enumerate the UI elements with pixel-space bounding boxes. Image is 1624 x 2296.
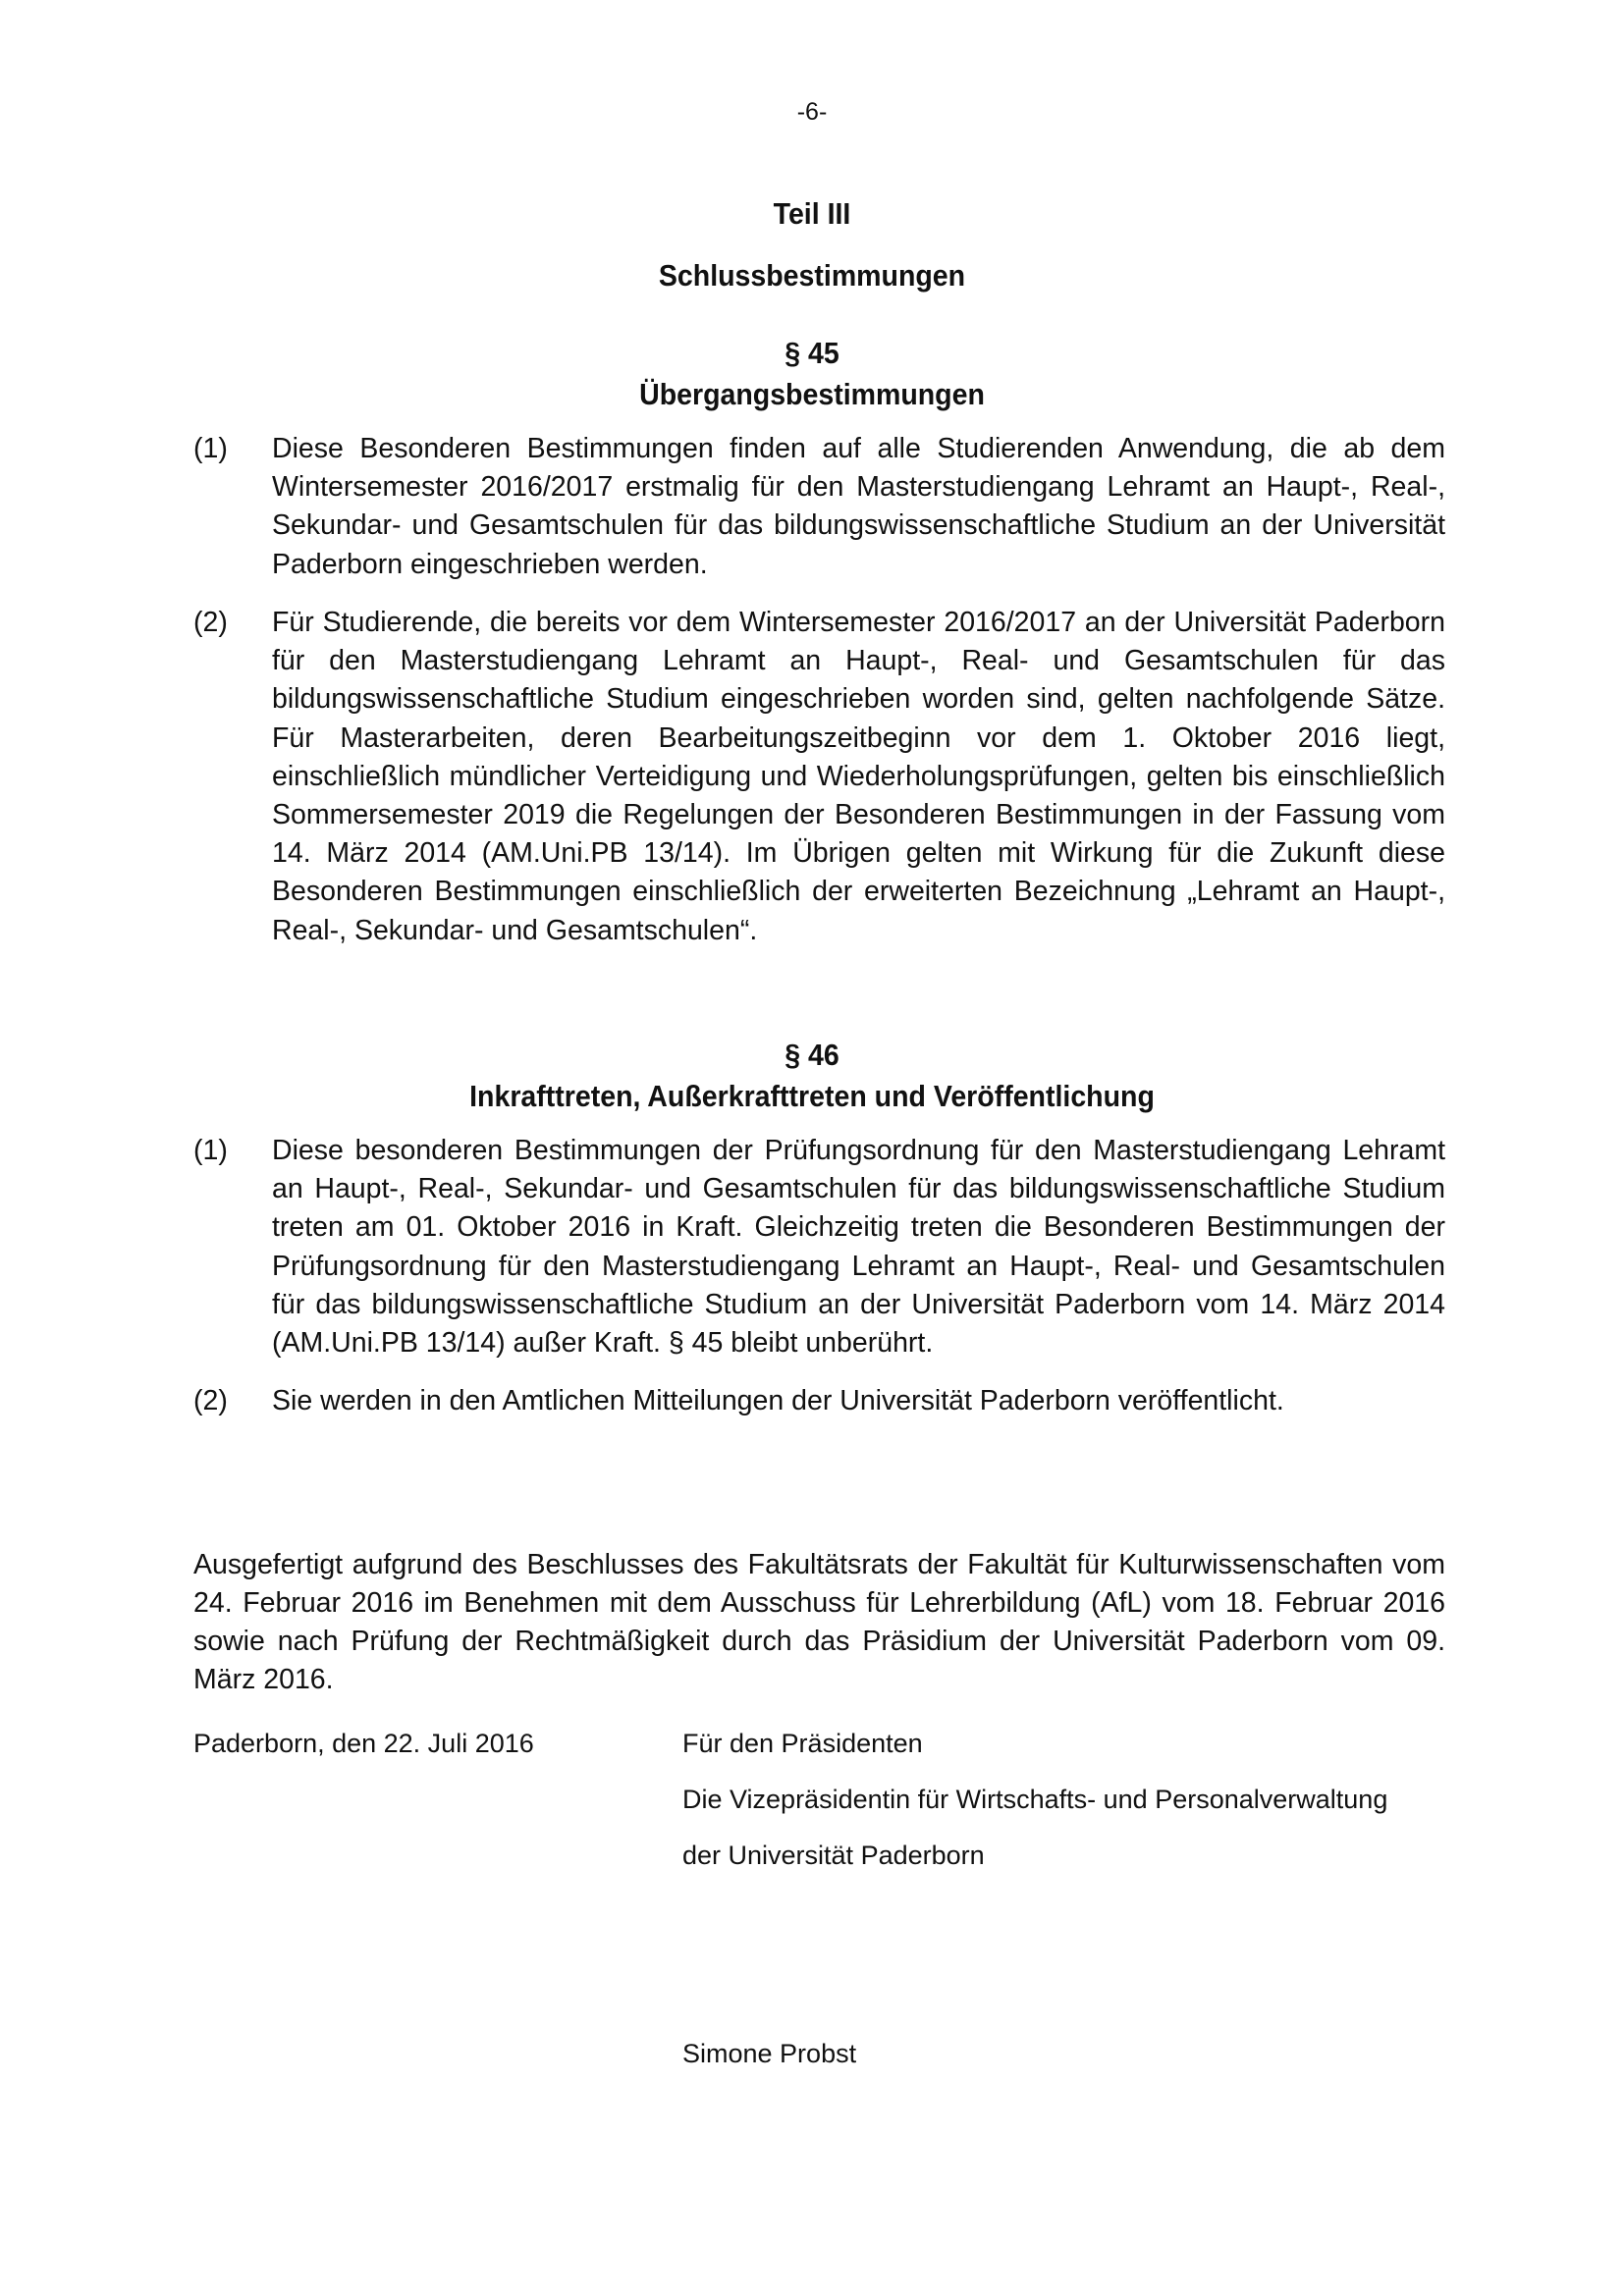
part-subtitle: Schlussbestimmungen [658, 258, 966, 293]
section-46-paragraph-1 [193, 1132, 1445, 1362]
paragraph-text: Diese Besonderen Bestimmungen finden auf alle Studierenden Anwendung, die ab dem Wintersemester 2016/2017 erstmalig für den Masterstudiengang Lehramt an Haupt-, Real-, Sekundar- und Gesamtschulen für das bildungswissenschaftliche Studium an der Universität Paderborn eingeschrieben werden. [272, 433, 1445, 580]
section-46-title: Inkrafttreten, Außerkrafttreten und Veröffentlichung [469, 1079, 1155, 1113]
place-date: Paderborn, den 22. Juli 2016 [193, 1729, 534, 1758]
paragraph-number: (1) [193, 433, 228, 464]
section-46-paragraph-2 [193, 1382, 1445, 1420]
paragraph-text: Für Studierende, die bereits vor dem Wintersemester 2016/2017 an der Universität Paderborn für den Masterstudiengang Lehramt an Haupt-, Real- und Gesamtschulen für das bildungswissenschaftliche Studium eingeschrieben worden sind, gelten nachfolgende Sätze. Für Masterarbeiten, deren Bearbeitungszeitbeginn vor dem 1. Oktober 2016 liegt, einschließlich mündlicher Verteidigung und Wiederholungsprüfungen, gelten bis einschließlich Sommersemester 2019 die Regelungen der Besonderen Bestimmungen in der Fassung vom 14. März 2014 (AM.Uni.PB 13/14). Im Übrigen gelten mit Wirkung für die Zukunft diese Besonderen Bestimmungen einschließlich der erweiterten Bezeichnung „Lehramt an Haupt-, Real-, Sekundar- und Gesamtschulen“. [272, 607, 1445, 946]
page-number: -6- [796, 98, 828, 126]
signature-line-3: der Universität Paderborn [682, 1841, 985, 1870]
closing-statement: Ausgefertigt aufgrund des Beschlusses des Fakultätsrats der Fakultät für Kulturwissenschaften vom 24. Februar 2016 im Benehmen mit dem Ausschuss für Lehrerbildung (AfL) vom 18. Februar 2016 sowie nach Prüfung der Rechtmäßigkeit durch das Präsidium der Universität Paderborn vom 09. März 2016. [193, 1549, 1445, 1695]
section-45-paragraph-2 [193, 604, 1445, 950]
paragraph-text: Sie werden in den Amtlichen Mitteilungen der Universität Paderborn veröffentlicht. [272, 1385, 1284, 1416]
paragraph-number: (2) [193, 1385, 228, 1416]
part-title: Teil III [773, 196, 851, 231]
signature-line-2: Die Vizepräsidentin für Wirtschafts- und Personalverwaltung [682, 1785, 1388, 1814]
signatory-name: Simone Probst [682, 2039, 857, 2068]
section-45-title: Übergangsbestimmungen [639, 377, 985, 411]
section-45-paragraph-1 [193, 430, 1445, 584]
section-46-symbol: § 46 [785, 1038, 839, 1072]
section-45-symbol: § 45 [785, 336, 839, 370]
paragraph-number: (2) [193, 607, 228, 638]
paragraph-text: Diese besonderen Bestimmungen der Prüfungsordnung für den Masterstudiengang Lehramt an Haupt-, Real-, Sekundar- und Gesamtschulen für das bildungswissenschaftliche Studium treten am 01. Oktober 2016 in Kraft. Gleichzeitig treten die Besonderen Bestimmungen der Prüfungsordnung für den Masterstudiengang Lehramt an Haupt-, Real- und Gesamtschulen für das bildungswissenschaftliche Studium an der Universität Paderborn vom 14. März 2014 (AM.Uni.PB 13/14) außer Kraft. § 45 bleibt unberührt. [272, 1135, 1445, 1360]
paragraph-number: (1) [193, 1135, 228, 1166]
signature-line-1: Für den Präsidenten [682, 1729, 923, 1758]
